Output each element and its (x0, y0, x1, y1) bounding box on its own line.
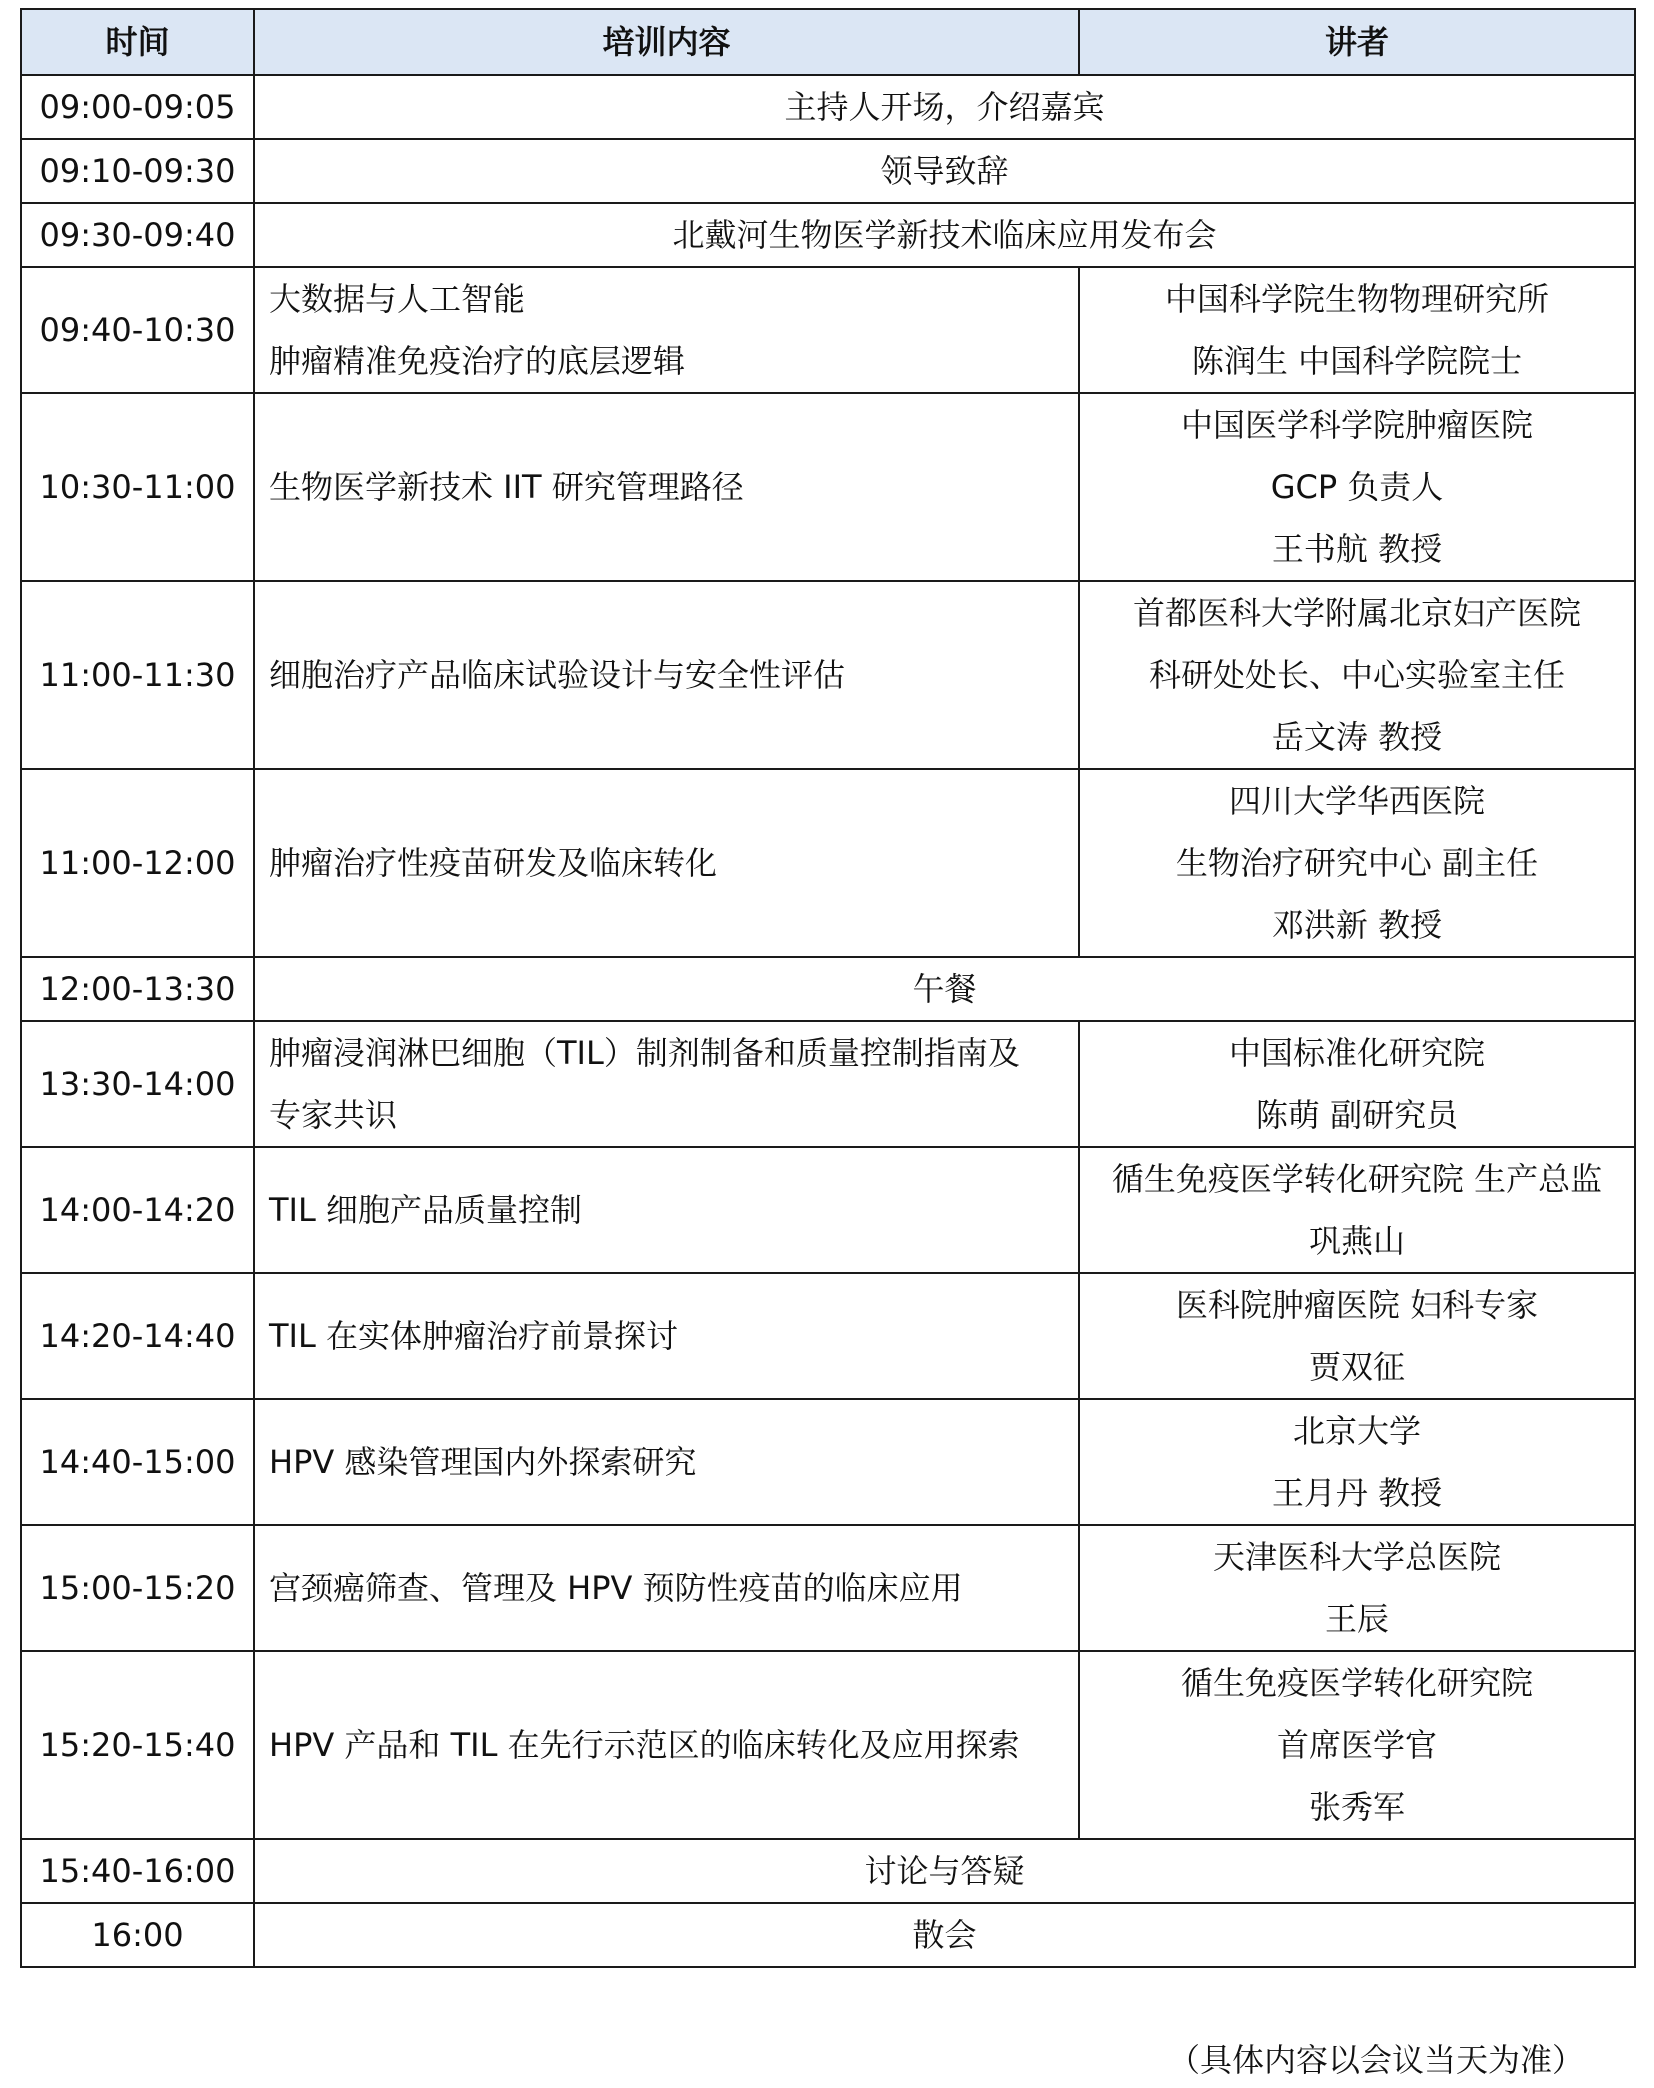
speaker-line: 中国医学科学院肿瘤医院 (1180, 406, 1533, 444)
content-line: HPV 产品和 TIL 在先行示范区的临床转化及应用探索 (269, 1726, 1020, 1764)
speaker-line: 贾双征 (1308, 1348, 1405, 1386)
speaker-cell (1079, 581, 1635, 769)
speaker-line: 张秀军 (1308, 1788, 1405, 1826)
content-line: 肿瘤浸润淋巴细胞（TIL）制剂制备和质量控制指南及 (269, 1034, 1020, 1072)
header-row (21, 9, 1635, 75)
table-row (21, 393, 1635, 581)
table-header (21, 9, 1635, 75)
speaker-line: 中国标准化研究院 (1228, 1034, 1485, 1072)
content-cell (254, 1651, 1079, 1839)
content-cell (254, 1525, 1079, 1651)
time-cell: 09:40-10:30 (21, 267, 254, 393)
content-cell (254, 1399, 1079, 1525)
speaker-line: 陈润生 中国科学院院士 (1191, 342, 1523, 380)
content-line: 大数据与人工智能 (269, 280, 526, 318)
speaker-line: 四川大学华西医院 (1228, 782, 1485, 820)
time-cell: 14:20-14:40 (21, 1273, 254, 1399)
speaker-line: 首席医学官 (1276, 1726, 1437, 1764)
content-cell (254, 1903, 1635, 1967)
content-cell (254, 1273, 1079, 1399)
content-line: 肿瘤精准免疫治疗的底层逻辑 (269, 342, 686, 380)
content-line: 宫颈癌筛查、管理及 HPV 预防性疫苗的临床应用 (269, 1569, 963, 1607)
time-cell: 09:30-09:40 (21, 203, 254, 267)
content-line: 主持人开场，介绍嘉宾 (784, 88, 1105, 126)
speaker-cell (1079, 1525, 1635, 1651)
speaker-line: 医科院肿瘤医院 妇科专家 (1175, 1286, 1539, 1324)
time-cell: 15:20-15:40 (21, 1651, 254, 1839)
speaker-line: 天津医科大学总医院 (1212, 1538, 1501, 1576)
speaker-line: 循生免疫医学转化研究院 生产总监 (1111, 1160, 1603, 1198)
content-line: TIL 细胞产品质量控制 (269, 1191, 582, 1229)
speaker-line: GCP 负责人 (1270, 468, 1444, 506)
content-line: 专家共识 (269, 1096, 398, 1134)
content-cell (254, 1147, 1079, 1273)
table-row (21, 1273, 1635, 1399)
content-line: 北戴河生物医学新技术临床应用发布会 (672, 216, 1217, 254)
table-row (21, 1147, 1635, 1273)
content-line: 生物医学新技术 IIT 研究管理路径 (269, 468, 744, 506)
speaker-cell (1079, 769, 1635, 957)
time-cell: 09:00-09:05 (21, 75, 254, 139)
speaker-line: 巩燕山 (1308, 1222, 1405, 1260)
table-row (21, 1903, 1635, 1967)
time-cell: 16:00 (21, 1903, 254, 1967)
speaker-line: 循生免疫医学转化研究院 (1180, 1664, 1533, 1702)
content-cell (254, 75, 1635, 139)
content-cell (254, 581, 1079, 769)
time-cell: 14:00-14:20 (21, 1147, 254, 1273)
content-line: 肿瘤治疗性疫苗研发及临床转化 (269, 844, 718, 882)
content-line: 细胞治疗产品临床试验设计与安全性评估 (269, 656, 846, 694)
content-line: TIL 在实体肿瘤治疗前景探讨 (269, 1317, 678, 1355)
table-row (21, 1839, 1635, 1903)
table-row (21, 203, 1635, 267)
time-cell: 10:30-11:00 (21, 393, 254, 581)
content-line: 讨论与答疑 (864, 1852, 1025, 1890)
speaker-line: 中国科学院生物物理研究所 (1164, 280, 1549, 318)
table-row (21, 1399, 1635, 1525)
table-row (21, 139, 1635, 203)
schedule-table (20, 8, 1636, 1968)
table-row (21, 1525, 1635, 1651)
speaker-line: 陈萌 副研究员 (1255, 1096, 1459, 1134)
speaker-cell (1079, 267, 1635, 393)
content-line: 午餐 (912, 970, 977, 1008)
table-row (21, 1021, 1635, 1147)
content-cell (254, 203, 1635, 267)
time-cell: 13:30-14:00 (21, 1021, 254, 1147)
speaker-line: 王月丹 教授 (1271, 1474, 1443, 1512)
speaker-cell (1079, 1021, 1635, 1147)
time-cell: 09:10-09:30 (21, 139, 254, 203)
content-line: 领导致辞 (880, 152, 1009, 190)
content-cell (254, 267, 1079, 393)
speaker-cell (1079, 1273, 1635, 1399)
header-time: 时间 (21, 9, 254, 75)
speaker-line: 科研处处长、中心实验室主任 (1148, 656, 1565, 694)
table-row (21, 769, 1635, 957)
speaker-line: 王辰 (1324, 1600, 1389, 1638)
table-row (21, 75, 1635, 139)
footnote: （具体内容以会议当天为准） (1167, 2041, 1584, 2079)
speaker-line: 首都医科大学附属北京妇产医院 (1132, 594, 1581, 632)
speaker-cell (1079, 1147, 1635, 1273)
content-line: 散会 (912, 1916, 977, 1954)
content-cell (254, 769, 1079, 957)
time-cell: 11:00-12:00 (21, 769, 254, 957)
table-row (21, 267, 1635, 393)
speaker-line: 王书航 教授 (1271, 530, 1443, 568)
content-cell (254, 139, 1635, 203)
table-row (21, 581, 1635, 769)
header-content: 培训内容 (254, 9, 1079, 75)
content-cell (254, 957, 1635, 1021)
table-body (21, 75, 1635, 1967)
speaker-line: 北京大学 (1292, 1412, 1421, 1450)
content-line: HPV 感染管理国内外探索研究 (269, 1443, 697, 1481)
time-cell: 15:40-16:00 (21, 1839, 254, 1903)
time-cell: 14:40-15:00 (21, 1399, 254, 1525)
table-row (21, 1651, 1635, 1839)
content-cell (254, 1839, 1635, 1903)
speaker-cell (1079, 1399, 1635, 1525)
speaker-cell (1079, 1651, 1635, 1839)
speaker-line: 生物治疗研究中心 副主任 (1175, 844, 1539, 882)
content-cell (254, 1021, 1079, 1147)
table-row (21, 957, 1635, 1021)
time-cell: 12:00-13:30 (21, 957, 254, 1021)
time-cell: 15:00-15:20 (21, 1525, 254, 1651)
time-cell: 11:00-11:30 (21, 581, 254, 769)
content-cell (254, 393, 1079, 581)
speaker-line: 邓洪新 教授 (1271, 906, 1443, 944)
speaker-line: 岳文涛 教授 (1271, 718, 1443, 756)
speaker-cell (1079, 393, 1635, 581)
header-speaker: 讲者 (1079, 9, 1635, 75)
